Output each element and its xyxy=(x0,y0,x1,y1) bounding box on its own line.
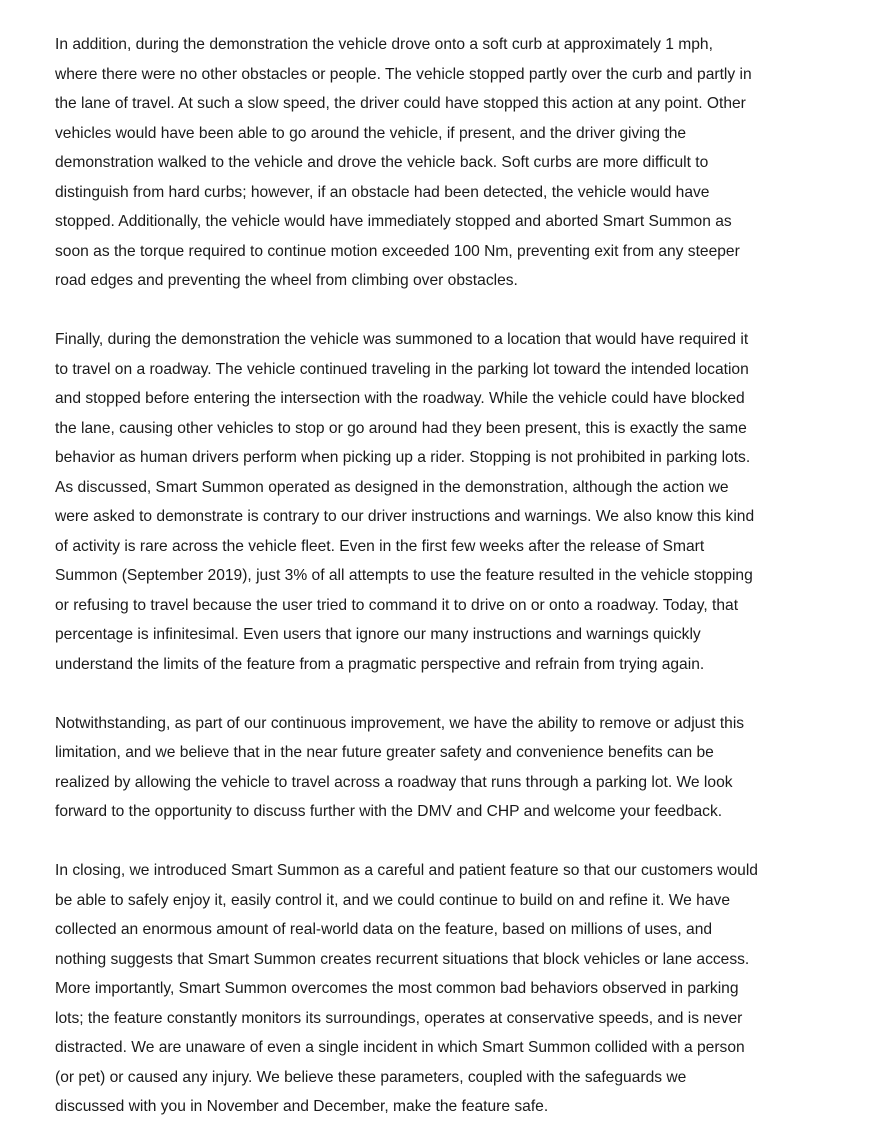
paragraph-closing xyxy=(55,856,835,1122)
text-line: behavior as human drivers perform when picking up a rider. Stopping is not prohibited in parking lots. xyxy=(55,449,751,466)
text-line: where there were no other obstacles or people. The vehicle stopped partly over the curb and partly in xyxy=(55,65,752,83)
text-line: understand the limits of the feature from a pragmatic perspective and refrain from trying again. xyxy=(55,655,705,673)
text-line: discussed with you in November and December, make the feature safe. xyxy=(55,1098,549,1115)
text-line: to travel on a roadway. The vehicle continued traveling in the parking lot toward the intended location xyxy=(55,360,749,378)
paragraph-roadway xyxy=(55,325,835,679)
text-line: limitation, and we believe that in the near future greater safety and convenience benefits can be xyxy=(55,744,714,761)
text-line: percentage is infinitesimal. Even users that ignore our many instructions and warnings quickly xyxy=(55,626,701,643)
text-line: More importantly, Smart Summon overcomes the most common bad behaviors observed in parking xyxy=(55,980,739,997)
text-line: collected an enormous amount of real-world data on the feature, based on millions of uses, and xyxy=(55,921,713,938)
paragraph-soft-curb xyxy=(55,30,835,296)
text-line: demonstration walked to the vehicle and drove the vehicle back. Soft curbs are more difficult to xyxy=(55,154,709,171)
text-line: Finally, during the demonstration the vehicle was summoned to a location that would have required it xyxy=(55,331,749,348)
text-line: nothing suggests that Smart Summon creates recurrent situations that block vehicles or lane access. xyxy=(55,950,750,968)
text-line: of activity is rare across the vehicle fleet. Even in the first few weeks after the release of Smart xyxy=(55,537,705,555)
text-line: were asked to demonstrate is contrary to our driver instructions and warnings. We also know this kind xyxy=(55,508,755,525)
text-line: road edges and preventing the wheel from climbing over obstacles. xyxy=(55,272,518,289)
text-line: distinguish from hard curbs; however, if an obstacle had been detected, the vehicle would have xyxy=(55,183,710,201)
text-line: As discussed, Smart Summon operated as designed in the demonstration, although the action we xyxy=(55,478,729,496)
text-line: Summon (September 2019), just 3% of all attempts to use the feature resulted in the vehicle stopping xyxy=(55,567,753,584)
text-line: In addition, during the demonstration the vehicle drove onto a soft curb at approximately 1 mph, xyxy=(55,36,713,53)
paragraph-continuous-improvement xyxy=(55,709,835,827)
text-line: and stopped before entering the intersection with the roadway. While the vehicle could have blocked xyxy=(55,390,745,407)
document-page xyxy=(55,30,835,1122)
text-line: (or pet) or caused any injury. We believe these parameters, coupled with the safeguards we xyxy=(55,1068,687,1086)
text-line: realized by allowing the vehicle to travel across a roadway that runs through a parking lot. We look xyxy=(55,773,733,791)
text-line: be able to safely enjoy it, easily control it, and we could continue to build on and refine it. We have xyxy=(55,891,730,909)
text-line: the lane, causing other vehicles to stop or go around had they been present, this is exactly the same xyxy=(55,419,747,437)
text-line: vehicles would have been able to go around the vehicle, if present, and the driver giving the xyxy=(55,124,687,142)
text-line: the lane of travel. At such a slow speed, the driver could have stopped this action at any point. Other xyxy=(55,95,746,112)
text-line: In closing, we introduced Smart Summon as a careful and patient feature so that our customers would xyxy=(55,862,758,879)
text-line: soon as the torque required to continue motion exceeded 100 Nm, preventing exit from any steeper xyxy=(55,242,740,260)
text-line: distracted. We are unaware of even a single incident in which Smart Summon collided with a person xyxy=(55,1039,745,1056)
text-line: forward to the opportunity to discuss further with the DMV and CHP and welcome your feedback. xyxy=(55,803,723,820)
text-line: lots; the feature constantly monitors its surroundings, operates at conservative speeds, and is never xyxy=(55,1009,743,1027)
text-line: Notwithstanding, as part of our continuous improvement, we have the ability to remove or adjust this xyxy=(55,714,745,732)
text-line: or refusing to travel because the user tried to command it to drive on or onto a roadway. Today, that xyxy=(55,596,739,614)
text-line: stopped. Additionally, the vehicle would have immediately stopped and aborted Smart Summon as xyxy=(55,213,732,230)
